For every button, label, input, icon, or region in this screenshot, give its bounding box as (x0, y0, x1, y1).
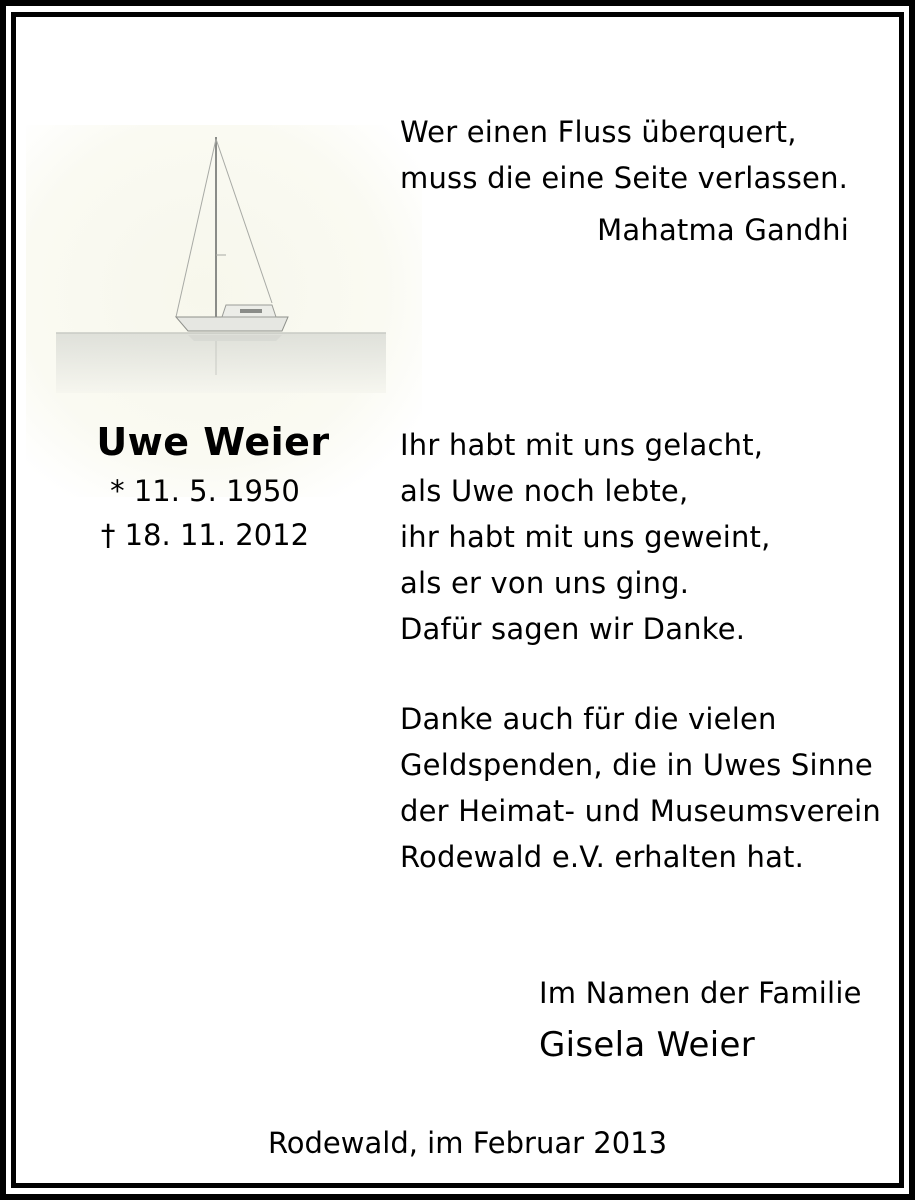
quote-line: Wer einen Fluss überquert, (400, 115, 797, 149)
text-line: als Uwe noch lebte, (400, 474, 689, 508)
quote (400, 109, 848, 201)
quote-line: muss die eine Seite verlassen. (400, 161, 849, 195)
life-dates (16, 469, 394, 557)
text-line: Dafür sagen wir Danke. (400, 612, 746, 646)
deceased-name: Uwe Weier (96, 420, 330, 464)
text-line: Danke auch für die vielen (400, 702, 777, 736)
notice-frame (11, 12, 904, 1188)
thanks-paragraph-1 (400, 422, 771, 652)
birth-date: * 11. 5. 1950 (110, 474, 300, 508)
text-line: Geldspenden, die in Uwes Sinne (400, 748, 873, 782)
text-line: als er von uns ging. (400, 566, 690, 600)
notice-outer-border (6, 6, 909, 1194)
place-and-date: Rodewald, im Februar 2013 (267, 1126, 668, 1160)
thanks-paragraph-2 (400, 696, 881, 880)
text-line: Rodewald e.V. erhalten hat. (400, 840, 805, 874)
text-line: ihr habt mit uns geweint, (400, 520, 771, 554)
quote-author: Mahatma Gandhi (597, 213, 849, 247)
signature: Gisela Weier (539, 1025, 756, 1065)
text-line: Ihr habt mit uns gelacht, (400, 428, 764, 462)
text-line: der Heimat- und Museumsverein (400, 794, 882, 828)
death-date: † 18. 11. 2012 (100, 518, 310, 552)
closing-line: Im Namen der Familie (539, 976, 862, 1010)
